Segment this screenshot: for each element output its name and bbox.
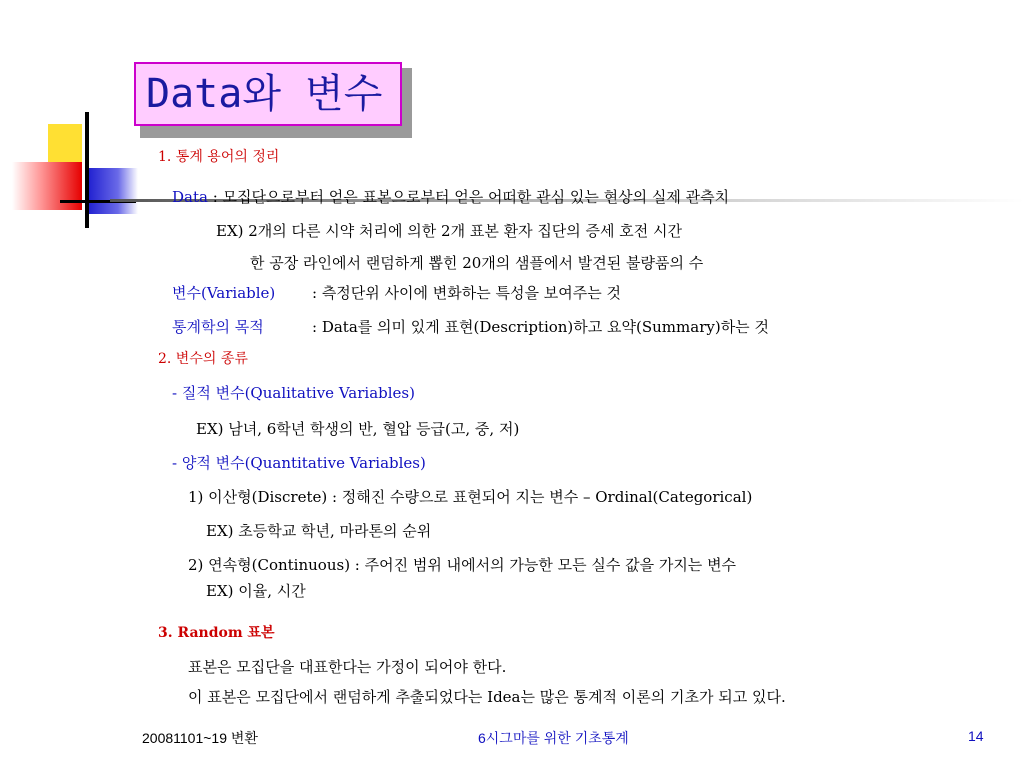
continuous-line: 2) 연속형(Continuous) : 주어진 범위 내에서의 가능한 모든 실수 값을 가지는 변수 [188, 556, 737, 574]
section3-heading: 3. Random 표본 [158, 625, 275, 641]
section2-heading: 2. 변수의 종류 [158, 351, 248, 367]
random-sample-line-2: 이 표본은 모집단에서 랜덤하게 추출되었다는 Idea는 많은 통계적 이론의 기초가 되고 있다. [188, 688, 786, 706]
data-term: Data [172, 188, 208, 206]
continuous-example: EX) 이율, 시간 [206, 582, 306, 600]
data-definition: : 모집단으로부터 얻은 표본으로부터 얻은 어떠한 관심 있는 현상의 실제 관측치 [207, 188, 730, 206]
example-line-1: EX) 2개의 다른 시약 처리에 의한 2개 표본 환자 집단의 증세 호전 시간 [216, 222, 683, 240]
discrete-example: EX) 초등학교 학년, 마라톤의 순위 [206, 522, 432, 540]
section1-heading: 1. 통계 용어의 정리 [158, 149, 280, 165]
qualitative-heading: - 질적 변수(Qualitative Variables) [172, 384, 415, 402]
variable-definition: : 측정단위 사이에 변화하는 특성을 보여주는 것 [312, 284, 621, 302]
data-definition-line [172, 186, 729, 207]
decorative-blue-gradient [88, 168, 138, 214]
quantitative-heading: - 양적 변수(Quantitative Variables) [172, 454, 426, 472]
page-number: 14 [968, 728, 984, 744]
variable-term: 변수(Variable) [172, 284, 276, 302]
decorative-vertical-line [85, 112, 89, 228]
discrete-line: 1) 이산형(Discrete) : 정해진 수량으로 표현되어 지는 변수 – Ordinal(Categorical) [188, 488, 753, 506]
purpose-definition: : Data를 의미 있게 표현(Description)하고 요약(Summary)하는 것 [312, 318, 769, 336]
footer-title: 6시그마를 위한 기초통계 [478, 730, 629, 746]
example-line-2: 한 공장 라인에서 랜덤하게 뽑힌 20개의 샘플에서 발견된 불량품의 수 [250, 254, 704, 272]
random-sample-line-1: 표본은 모집단을 대표한다는 가정이 되어야 한다. [188, 658, 507, 676]
qualitative-example: EX) 남녀, 6학년 학생의 반, 혈압 등급(고, 중, 저) [196, 420, 520, 438]
footer-date: 20081101~19 변환 [142, 730, 258, 746]
purpose-term: 통계학의 목적 [172, 318, 264, 336]
slide-title: Data와 변수 [134, 62, 402, 126]
